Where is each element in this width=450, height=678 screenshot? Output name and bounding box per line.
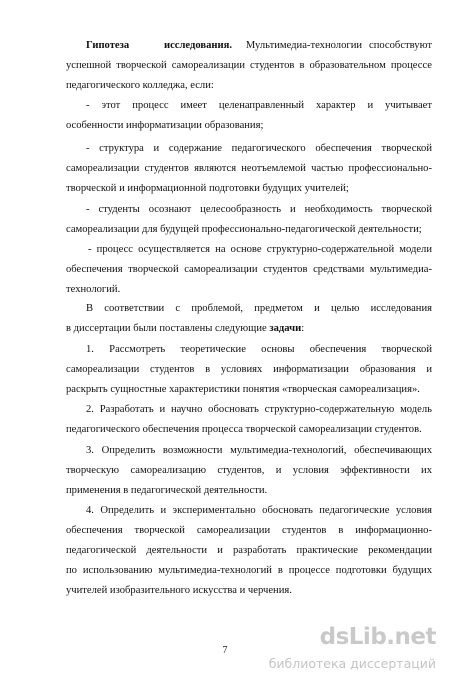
task-item xyxy=(66,501,432,601)
text-line: В соответствии с проблемой, предметом и целью исследования xyxy=(86,303,432,314)
text-line: раскрыть сущностные характеристики понятия «творческая самореализация». xyxy=(66,383,420,395)
text-line: в диссертации были поставлены следующие задачи: xyxy=(66,322,305,334)
task-item xyxy=(66,441,432,501)
text-line: - студенты осознают целесообразность и необходимость творческой xyxy=(86,204,432,215)
page-number: 7 xyxy=(222,645,228,656)
text-line: применения в педагогической деятельности. xyxy=(66,484,268,496)
condition-item xyxy=(66,240,432,300)
task-item xyxy=(66,340,432,400)
text-line: педагогической деятельности и разработать практические рекомендации xyxy=(66,544,432,556)
tasks-intro-paragraph xyxy=(66,299,432,339)
hypothesis-label-2: исследования. xyxy=(163,40,232,51)
tasks-label: задачи xyxy=(269,322,302,334)
text-line: - процесс осуществляется на основе структурно-содержательной модели xyxy=(88,244,432,255)
text-line: - этот процесс имеет целенаправленный характер и учитывает xyxy=(86,100,432,111)
text-line: 2. Разработать и научно обосновать структурно-содержательную модель xyxy=(86,404,432,415)
text-line: самореализации студентов в условиях информатизации образования и xyxy=(66,363,432,375)
hypothesis-paragraph xyxy=(66,36,432,96)
text-line: учителей изобразительного искусства и черчения. xyxy=(66,584,292,596)
text-line: особенности информатизации образования; xyxy=(66,119,264,131)
text-line: по использованию мультимедиа-технологий в процессе подготовки будущих xyxy=(66,564,432,576)
condition-item xyxy=(66,96,432,136)
text-line: творческую самореализацию студентов, и условия эффективности их xyxy=(66,464,432,476)
text-line: обеспечения творческой самореализации студентов средствами мультимедиа- xyxy=(66,263,432,275)
hypothesis-label: Гипотеза xyxy=(86,40,130,51)
text-line: технологий. xyxy=(66,283,121,295)
watermark-subtitle: библиотека диссертаций xyxy=(268,656,436,671)
text-line: 4. Определить и экспериментально обосновать педагогические условия xyxy=(86,505,432,516)
text-line: педагогического обеспечения процесса творческой самореализации студентов. xyxy=(66,423,422,435)
condition-item xyxy=(66,139,432,199)
condition-item xyxy=(66,200,432,240)
text-line: самореализации для будущей профессионально-педагогической деятельности; xyxy=(66,223,422,235)
text-line: педагогического колледжа, если: xyxy=(66,79,214,91)
text-line: творческой и информационной подготовки будущих учителей; xyxy=(66,182,349,194)
text-line: - структура и содержание педагогического обеспечения творческой xyxy=(86,143,432,154)
text-line: 1. Рассмотреть теоретические основы обеспечения творческой xyxy=(86,344,432,355)
text-line: 3. Определить возможности мультимедиа-технологий, обеспечивающих xyxy=(86,445,432,456)
text-line: обеспечения творческой самореализации студентов в информационно- xyxy=(66,524,432,536)
text-line: самореализации студентов являются неотъемлемой частью профессионально- xyxy=(66,162,432,174)
hypothesis-line: Гипотеза исследования. Мультимедиа-технологии способствуют xyxy=(86,40,432,51)
watermark-logo: dsLib.net xyxy=(319,624,436,650)
text-line: успешной творческой самореализации студентов в образовательном процессе xyxy=(66,59,432,71)
task-item xyxy=(66,400,432,440)
